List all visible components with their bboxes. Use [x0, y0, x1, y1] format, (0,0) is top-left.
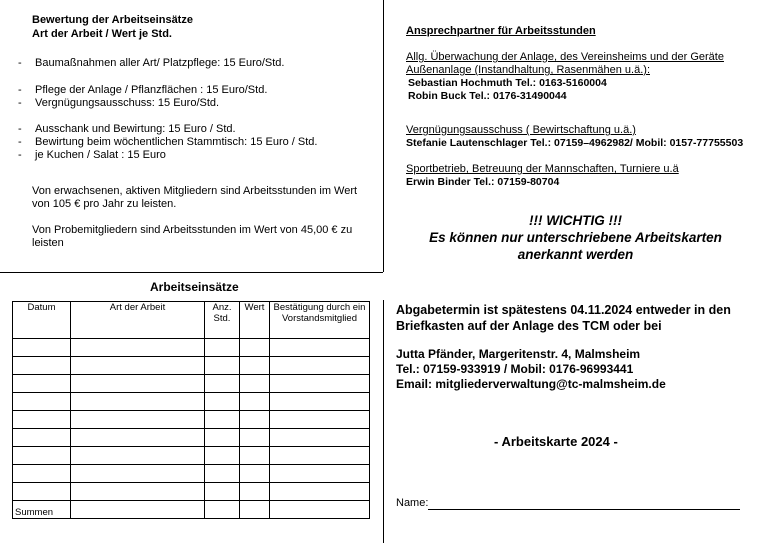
rate-item: Bewirtung beim wöchentlichen Stammtisch: 15 Euro / Std. [35, 136, 318, 148]
sum-label: Summen [13, 501, 71, 519]
column-header: Art der Arbeit [71, 302, 205, 339]
contacts-heading: Ansprechpartner für Arbeitsstunden [406, 25, 596, 37]
table-cell[interactable] [13, 393, 71, 411]
table-cell[interactable] [13, 465, 71, 483]
email-text: Email: mitgliederverwaltung@tc-malmsheim.de [396, 377, 666, 391]
rate-item: Ausschank und Bewirtung: 15 Euro / Std. [35, 123, 236, 135]
bullet-dash: - [18, 149, 22, 161]
table-cell[interactable] [13, 447, 71, 465]
deadline-text: Briefkasten auf der Anlage des TCM oder bei [396, 319, 662, 333]
table-cell[interactable] [270, 465, 370, 483]
table-cell[interactable] [71, 501, 205, 519]
table-row [13, 411, 370, 429]
table-cell[interactable] [13, 483, 71, 501]
table-cell[interactable] [205, 339, 240, 357]
table-cell[interactable] [270, 411, 370, 429]
table-cell[interactable] [71, 339, 205, 357]
bullet-dash: - [18, 123, 22, 135]
contact-line: Robin Buck Tel.: 0176-31490044 [408, 90, 567, 102]
contact-line: Sebastian Hochmuth Tel.: 0163-5160004 [408, 77, 607, 89]
table-cell[interactable] [205, 483, 240, 501]
column-header: Anz. Std. [205, 302, 240, 339]
table-cell[interactable] [205, 465, 240, 483]
deadline-text: Abgabetermin ist spätestens 04.11.2024 entweder in den [396, 303, 731, 317]
table-cell[interactable] [240, 483, 270, 501]
table-cell[interactable] [205, 429, 240, 447]
table-cell[interactable] [240, 357, 270, 375]
horizontal-divider [0, 272, 383, 273]
warning-text: Es können nur unterschriebene Arbeitskarten [429, 230, 722, 245]
table-row [13, 429, 370, 447]
table-cell[interactable] [71, 411, 205, 429]
section-sports: Sportbetrieb, Betreuung der Mannschaften, Turniere u.ä [406, 163, 679, 175]
table-cell[interactable] [270, 483, 370, 501]
bullet-dash: - [18, 84, 22, 96]
phone-text: Tel.: 07159-933919 / Mobil: 0176-96993441 [396, 362, 634, 376]
table-title: Arbeitseinsätze [150, 280, 239, 294]
table-cell[interactable] [205, 447, 240, 465]
table-cell[interactable] [13, 411, 71, 429]
table-cell[interactable] [270, 447, 370, 465]
warning-text: anerkannt werden [517, 247, 634, 262]
table-cell[interactable] [270, 375, 370, 393]
work-log-table [12, 301, 370, 519]
table-cell[interactable] [240, 411, 270, 429]
table-cell[interactable] [71, 429, 205, 447]
table-cell[interactable] [270, 339, 370, 357]
table-cell[interactable] [205, 501, 240, 519]
table-row [13, 447, 370, 465]
table-cell[interactable] [13, 429, 71, 447]
table-row [13, 357, 370, 375]
adult-requirement-text: Von erwachsenen, aktiven Mitgliedern sind Arbeitsstunden im Wert [32, 185, 358, 197]
table-cell[interactable] [240, 375, 270, 393]
bullet-dash: - [18, 97, 22, 109]
table-cell[interactable] [205, 357, 240, 375]
table-cell[interactable] [205, 375, 240, 393]
table-cell[interactable] [270, 501, 370, 519]
rate-item: Vergnügungsausschuss: 15 Euro/Std. [35, 97, 220, 109]
adult-requirement-text: von 105 € pro Jahr zu leisten. [32, 198, 177, 210]
table-cell[interactable] [71, 447, 205, 465]
table-row [13, 339, 370, 357]
table-cell[interactable] [13, 357, 71, 375]
table-cell[interactable] [240, 447, 270, 465]
table-sum-row [13, 501, 370, 519]
table-row [13, 393, 370, 411]
table-cell[interactable] [270, 357, 370, 375]
center-divider-lower [383, 300, 384, 543]
table-header-row [13, 302, 370, 339]
section-maintenance: Außenanlage (Instandhaltung, Rasenmähen u.ä.): [406, 64, 650, 76]
rating-subheading: Art der Arbeit / Wert je Std. [32, 28, 172, 40]
rate-item: Baumaßnahmen aller Art/ Platzpflege: 15 Euro/Std. [35, 57, 285, 69]
table-cell[interactable] [71, 375, 205, 393]
table-row [13, 465, 370, 483]
table-cell[interactable] [71, 465, 205, 483]
table-cell[interactable] [270, 393, 370, 411]
table-cell[interactable] [13, 375, 71, 393]
table-cell[interactable] [205, 393, 240, 411]
name-signature-line[interactable] [428, 509, 740, 510]
table-cell[interactable] [71, 393, 205, 411]
table-cell[interactable] [71, 483, 205, 501]
bullet-dash: - [18, 57, 22, 69]
section-entertainment: Vergnügungsausschuss ( Bewirtschaftung u.ä.) [406, 124, 636, 136]
contact-line: Erwin Binder Tel.: 07159-80704 [406, 176, 560, 188]
name-label: Name: [396, 497, 429, 509]
table-cell[interactable] [71, 357, 205, 375]
table-cell[interactable] [240, 501, 270, 519]
bullet-dash: - [18, 136, 22, 148]
table-cell[interactable] [240, 465, 270, 483]
table-row [13, 375, 370, 393]
table-cell[interactable] [205, 411, 240, 429]
warning-title: !!! WICHTIG !!! [529, 213, 622, 228]
trial-requirement-text: leisten [32, 237, 64, 249]
trial-requirement-text: Von Probemitgliedern sind Arbeitsstunden im Wert von 45,00 € zu [32, 224, 353, 236]
contact-line: Stefanie Lautenschlager Tel.: 07159–4962982/ Mobil: 0157-77755503 [406, 137, 744, 149]
rate-item: Pflege der Anlage / Pflanzflächen : 15 Euro/Std. [35, 84, 268, 96]
rate-item: je Kuchen / Salat : 15 Euro [35, 149, 166, 161]
table-cell[interactable] [13, 339, 71, 357]
table-cell[interactable] [270, 429, 370, 447]
address-text: Jutta Pfänder, Margeritenstr. 4, Malmsheim [396, 347, 641, 361]
column-header: Datum [13, 302, 71, 339]
table-cell[interactable] [240, 429, 270, 447]
column-header: Bestätigung durch ein Vorstandsmitglied [270, 302, 370, 339]
rating-heading: Bewertung der Arbeitseinsätze [32, 14, 193, 26]
table-cell[interactable] [240, 393, 270, 411]
table-row [13, 483, 370, 501]
table-cell[interactable] [240, 339, 270, 357]
section-maintenance: Allg. Überwachung der Anlage, des Vereinsheims und der Geräte [406, 51, 724, 63]
column-header: Wert [240, 302, 270, 339]
card-title: - Arbeitskarte 2024 - [494, 434, 618, 449]
